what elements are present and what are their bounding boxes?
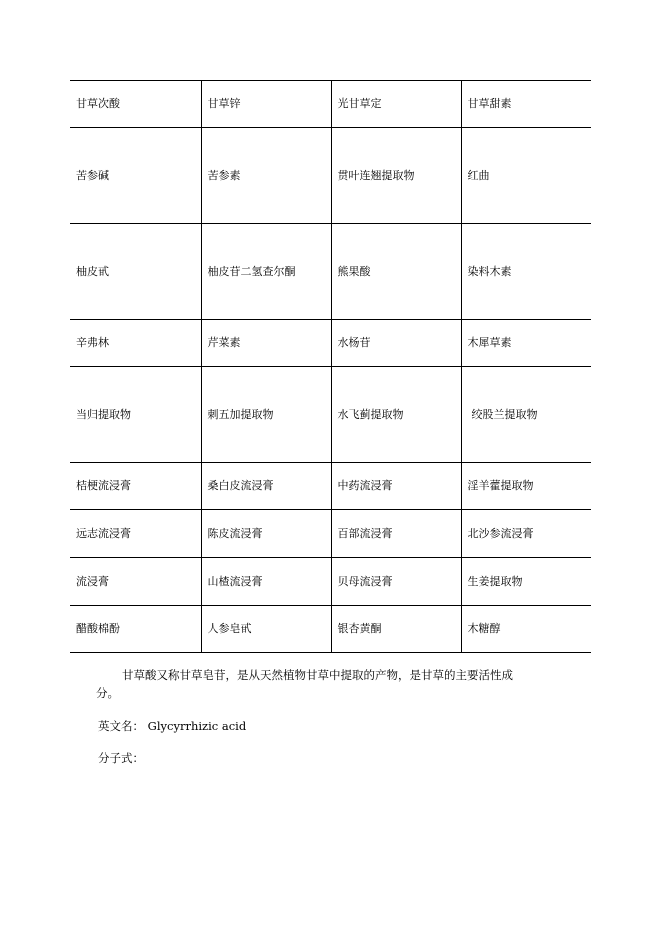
table-cell: 生姜提取物 [461, 558, 591, 606]
table-row [70, 320, 591, 367]
table-cell: 人参皂甙 [201, 606, 331, 653]
table-cell: 绞股兰提取物 [461, 367, 591, 463]
table-row [70, 81, 591, 128]
table-cell: 芹菜素 [201, 320, 331, 367]
table-cell: 光甘草定 [331, 81, 461, 128]
table-cell: 苦参素 [201, 128, 331, 224]
table-cell: 百部流浸膏 [331, 510, 461, 558]
table-row [70, 558, 591, 606]
table-cell: 红曲 [461, 128, 591, 224]
table-cell: 北沙参流浸膏 [461, 510, 591, 558]
table-cell: 贝母流浸膏 [331, 558, 461, 606]
table-cell: 甘草锌 [201, 81, 331, 128]
table-cell: 贯叶连翘提取物 [331, 128, 461, 224]
table-cell: 当归提取物 [70, 367, 201, 463]
table-cell: 陈皮流浸膏 [201, 510, 331, 558]
table-cell: 熊果酸 [331, 224, 461, 320]
english-name-line [98, 717, 246, 735]
table-cell: 银杏黄酮 [331, 606, 461, 653]
molecular-formula-line [98, 749, 144, 767]
table-cell: 桔梗流浸膏 [70, 463, 201, 510]
table-cell: 淫羊藿提取物 [461, 463, 591, 510]
table-cell: 柚皮苷二氢查尔酮 [201, 224, 331, 320]
intro-paragraph [98, 666, 568, 702]
table-cell: 木犀草素 [461, 320, 591, 367]
table-cell: 辛弗林 [70, 320, 201, 367]
table-cell: 山楂流浸膏 [201, 558, 331, 606]
table-cell: 木糖醇 [461, 606, 591, 653]
intro-line-2: 分。 [96, 686, 119, 700]
table-cell: 柚皮甙 [70, 224, 201, 320]
molecular-formula-label: 分子式： [98, 751, 144, 765]
table-cell: 远志流浸膏 [70, 510, 201, 558]
table-cell: 桑白皮流浸膏 [201, 463, 331, 510]
table-cell: 染料木素 [461, 224, 591, 320]
intro-line-1: 甘草酸又称甘草皂苷，是从天然植物甘草中提取的产物，是甘草的主要活性成 [122, 668, 513, 682]
table-row [70, 606, 591, 653]
table-cell: 水杨苷 [331, 320, 461, 367]
table-row [70, 367, 591, 463]
table-row [70, 128, 591, 224]
table-cell: 醋酸棉酚 [70, 606, 201, 653]
table-row [70, 463, 591, 510]
table-cell: 刺五加提取物 [201, 367, 331, 463]
english-name-value: Glycyrrhizic acid [147, 719, 247, 733]
table-row [70, 510, 591, 558]
table-cell: 中药流浸膏 [331, 463, 461, 510]
table-row [70, 224, 591, 320]
table-cell: 甘草次酸 [70, 81, 201, 128]
table-cell: 苦参碱 [70, 128, 201, 224]
english-name-label: 英文名： [98, 719, 144, 733]
table-cell: 流浸膏 [70, 558, 201, 606]
table-cell: 甘草甜素 [461, 81, 591, 128]
product-table [70, 80, 591, 653]
table-cell: 水飞蓟提取物 [331, 367, 461, 463]
